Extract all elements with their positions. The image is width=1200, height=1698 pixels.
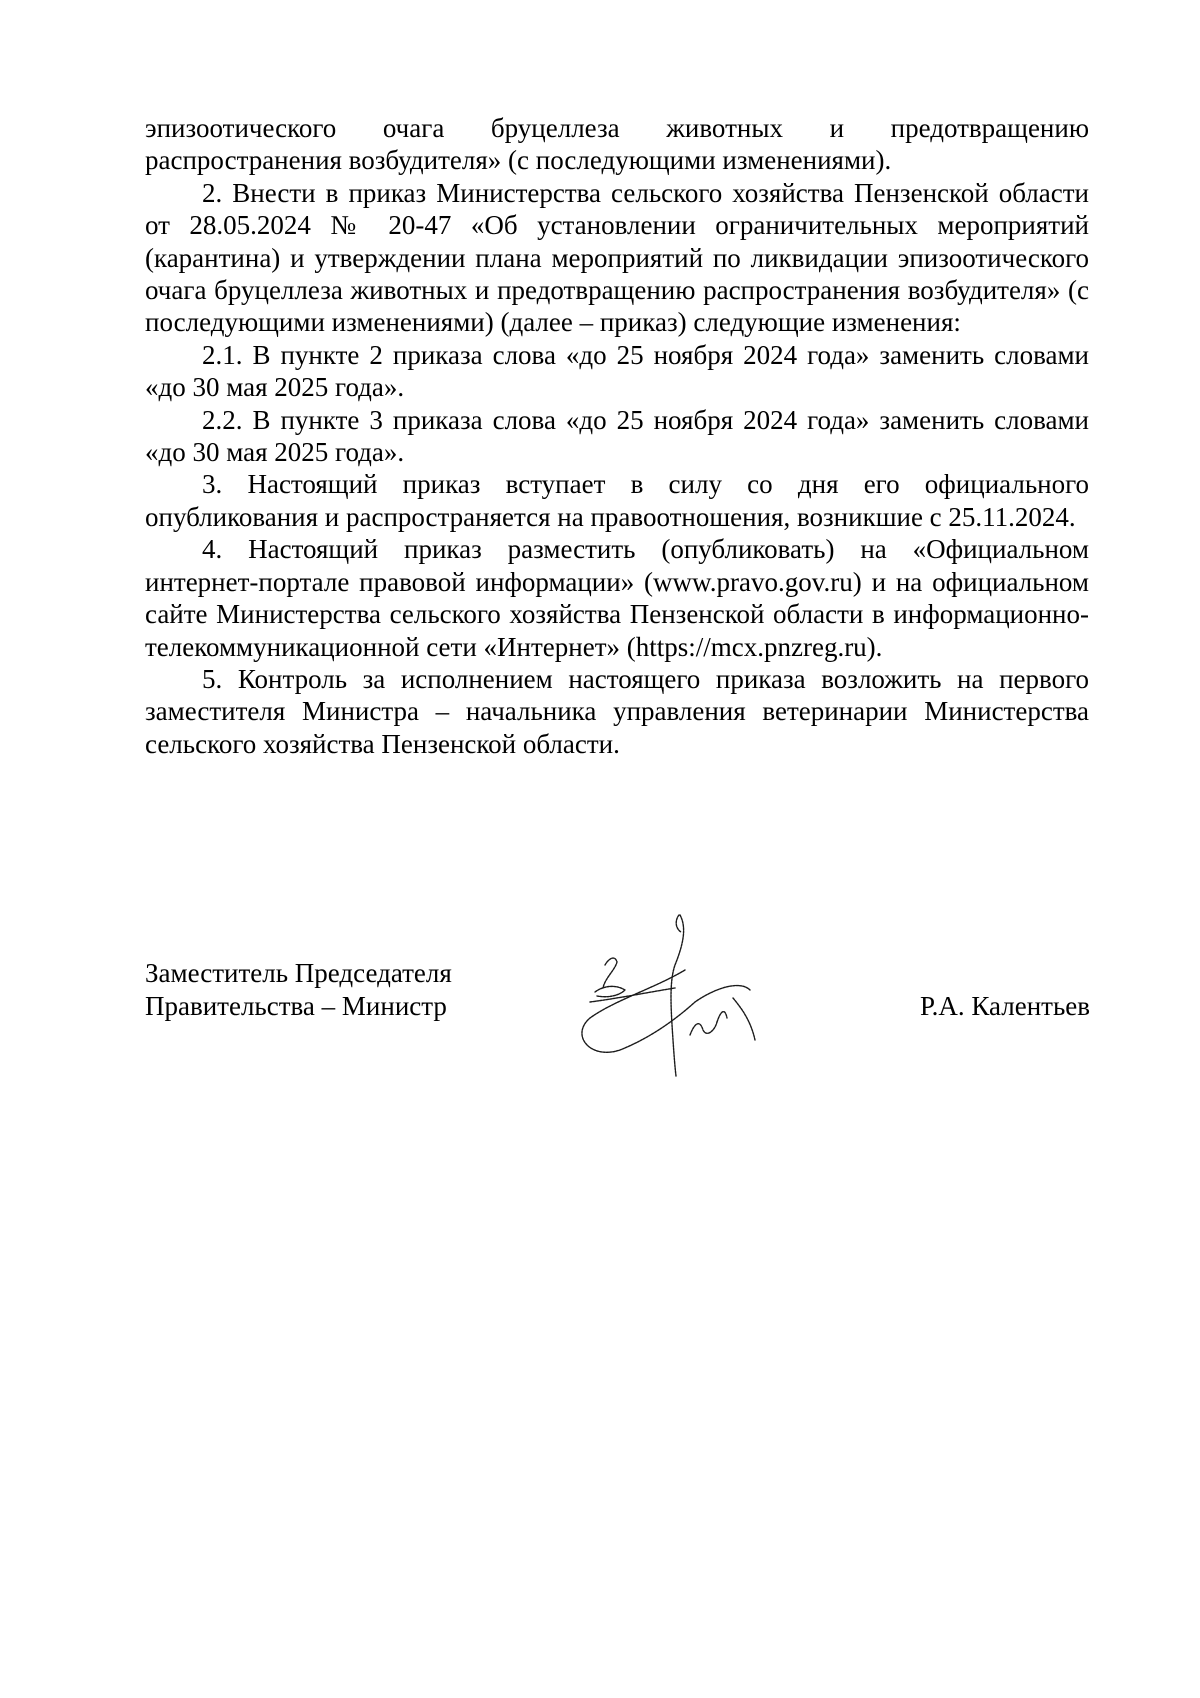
- signatory-title-line-2: Правительства – Министр: [145, 991, 447, 1021]
- paragraph-2-2: 2.2. В пункте 3 приказа слова «до 25 ноября 2024 года» заменить словами «до 30 мая 2025 года».: [145, 404, 1089, 468]
- paragraph-2: 2. Внести в приказ Министерства сельского хозяйства Пензенской области от 28.05.2024 № 20-47 «Об установлении ограничительных мероприятий (карантина) и утверждении плана мероприятий по ликвидации эпизоотического очага бруцеллеза животных и предотвращению распространения возбудителя» (с последующими изменениями) (далее – приказ) следующие изменения:: [145, 177, 1089, 338]
- signatory-title-line-1: Заместитель Председателя: [145, 958, 452, 988]
- signatory-name: Р.А. Калентьев: [919, 991, 1090, 1021]
- handwritten-signature: [575, 910, 825, 1080]
- continuation-paragraph: эпизоотического очага бруцеллеза животных и предотвращению распространения возбудителя» (с последующими изменениями).: [145, 113, 1089, 176]
- paragraph-2-1: 2.1. В пункте 2 приказа слова «до 25 ноября 2024 года» заменить словами «до 30 мая 2025 года».: [145, 339, 1089, 403]
- paragraph-5: 5. Контроль за исполнением настоящего приказа возложить на первого заместителя Министра – начальника управления ветеринарии Министерства сельского хозяйства Пензенской области.: [145, 663, 1089, 759]
- paragraph-4: 4. Настоящий приказ разместить (опубликовать) на «Официальном интернет-портале правовой информации» (www.pravo.gov.ru) и на официальном сайте Министерства сельского хозяйства Пензенской области в информационно-телекоммуникационной сети «Интернет» (https://mcx.pnzreg.ru).: [145, 534, 1089, 662]
- signatory-title: [145, 957, 525, 1023]
- document-body: [145, 112, 1089, 760]
- paragraph-3: 3. Настоящий приказ вступает в силу со дня его официального опубликования и распространяется на правоотношения, возникшие с 25.11.2024.: [145, 469, 1089, 532]
